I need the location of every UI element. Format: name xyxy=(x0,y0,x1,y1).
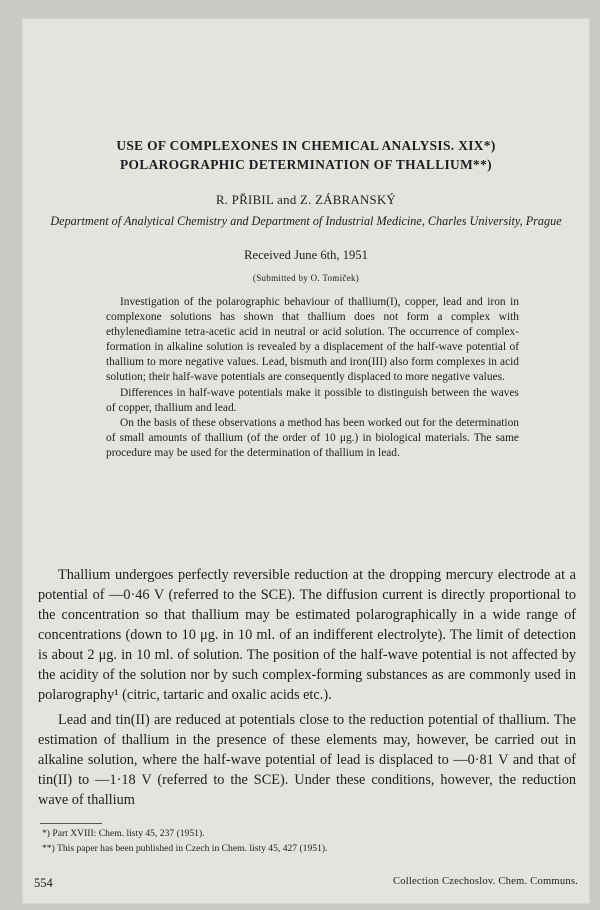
abstract-paragraph: Differences in half-wave potentials make it possible to distinguish between the waves of copper, thallium and lead. xyxy=(106,386,519,414)
body-paragraph: Thallium undergoes perfectly reversible reduction at the dropping mercury electrode at a potential of —0·46 V (referred to the SCE). The diffusion current is directly proportional to the concentration so that thallium may be estimated polarographically in a wide range of concentrations (down to 10 μg. in 10 ml. of an indifferent electrolyte). The limit of detection is about 2 μg. in 10 ml. of solution. The position of the half-wave potential is not affected by the acidity of the solution nor by such complex-forming substances as are commonly used in polarography¹ (citric, tartaric and oxalic acids etc.). xyxy=(38,567,576,703)
submitted-by: (Submitted by O. Tomíček) xyxy=(252,273,360,283)
footnote: **) This paper has been published in Czech in Chem. listy 45, 427 (1951). xyxy=(42,843,328,854)
journal-name: Collection Czechoslov. Chem. Communs. xyxy=(392,876,578,887)
body-paragraph: Lead and tin(II) are reduced at potentials close to the reduction potential of thallium. The estimation of thallium in the presence of these elements may, however, be carried out in alkaline solution, where the half-wave potential of lead is displaced to —0·81 V and that of tin(II) to —1·18 V (referred to the SCE). Under these conditions, however, the reduction wave of thallium xyxy=(38,712,576,808)
abstract-paragraph: On the basis of these observations a method has been worked out for the determination of small amounts of thallium (of the order of 10 μg.) in biological materials. The same procedure may be used for the determination of thallium in lead. xyxy=(106,416,519,459)
paper-title xyxy=(22,136,590,174)
title-line-2: POLAROGRAPHIC DETERMINATION OF THALLIUM**) xyxy=(120,157,492,172)
received-date: Received June 6th, 1951 xyxy=(244,248,368,262)
abstract xyxy=(106,295,519,461)
affiliation: Department of Analytical Chemistry and Department of Industrial Medicine, Charles University, Prague xyxy=(50,214,562,228)
footnote: *) Part XVIII: Chem. listy 45, 237 (1951). xyxy=(42,828,205,839)
title-line-1: USE OF COMPLEXONES IN CHEMICAL ANALYSIS. XIX*) xyxy=(116,138,496,153)
journal-page xyxy=(22,18,590,904)
page-number: 554 xyxy=(34,876,53,890)
body-text xyxy=(38,565,576,815)
footnote-divider xyxy=(40,823,102,824)
abstract-paragraph: Investigation of the polarographic behaviour of thallium(I), copper, lead and iron in complexone solutions has shown that thallium does not form a complex with ethylenediamine tetra-acetic acid in neutral or acid solution. The occurrence of complex-formation in alkaline solution is revealed by a displacement of the half-wave potential of thallium to more negative values. Lead, bismuth and iron(III) also form complexes in acid solution; their half-wave potentials are consequently displaced to more negative values. xyxy=(106,296,519,384)
footnotes xyxy=(42,826,572,856)
authors: R. PŘIBIL and Z. ZÁBRANSKÝ xyxy=(215,193,397,207)
